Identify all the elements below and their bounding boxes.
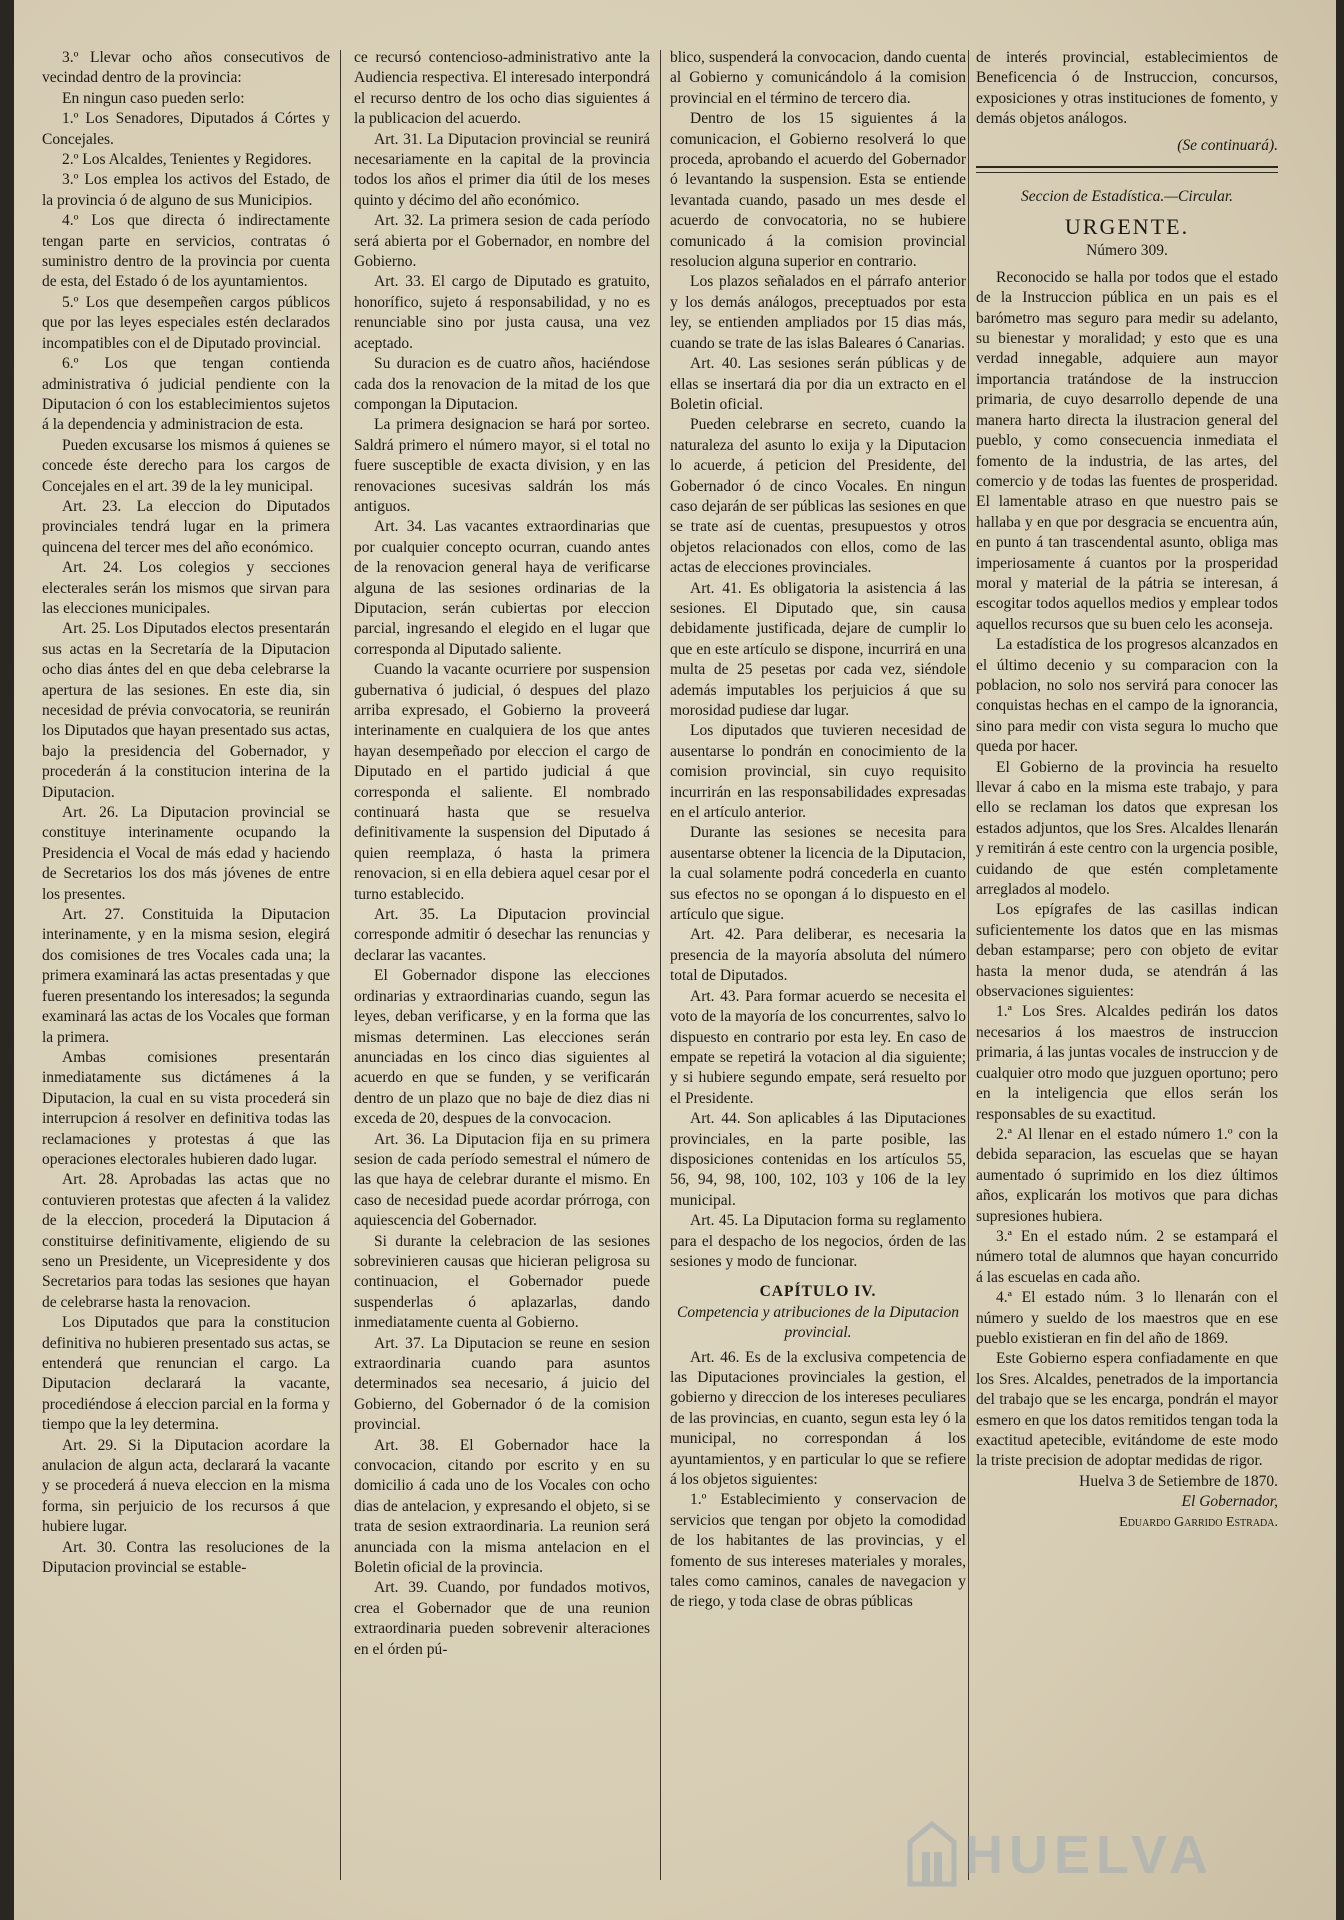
paragraph: blico, suspenderá la convocacion, dando cuenta al Gobierno y comunicándolo á la comision provincial en el término de tercero dia.	[670, 49, 966, 107]
paragraph: Art. 41. Es obligatoria la asistencia á las sesiones. El Diputado que, sin causa debidamente justificada, dejare de cumplir lo que en este artículo se dispone, incurrirá en una multa de 25 pesetas por cada vez, siéndole además imputables los perjuicios á que su morosidad pudiese dar lugar.	[670, 579, 966, 719]
paragraph: Art. 27. Constituida la Diputacion interinamente, y en la misma sesion, elegirá dos comisiones de tres Vocales cada una; la primera examinará las actas presentadas y que fueren presentando los interesados; la segunda examinará las actas de los Vocales que forman la primera.	[42, 906, 330, 1046]
paragraph: 2.º Los Alcaldes, Tenientes y Regidores.	[62, 151, 312, 169]
column-rule-1	[340, 50, 341, 1880]
section-divider	[976, 166, 1278, 173]
column-rule-3	[968, 50, 969, 1880]
paragraph: Art. 38. El Gobernador hace la convocacion, citando por escrito y en su domicilio á cada uno de los Vocales con ocho dias de antelacion, y expresando el objeto, si se trata de sesion extraordinaria. La reunion será anunciada con la misma antelacion en el Boletin oficial de la provincia.	[354, 1436, 650, 1577]
paragraph: Durante las sesiones se necesita para ausentarse obtener la licencia de la Diputacion, la cual solamente podrá concederla en cuanto sus efectos no se opongan á lo dispuesto en el artículo que sigue.	[670, 824, 966, 924]
column-rule-2	[660, 50, 661, 1880]
urgent-heading: URGENTE.	[1064, 214, 1190, 240]
paragraph: En ningun caso pueden serlo:	[62, 89, 245, 107]
signer-title: El Gobernador,	[1181, 1493, 1278, 1511]
paragraph: Los Diputados que para la constitucion definitiva no hubieren presentado sus actas, se entenderá que renuncian el cargo. La Diputacion declarará la vacante, procediéndose á eleccion parcial en la forma y tiempo que la ley determina.	[42, 1314, 330, 1434]
paragraph: Reconocido se halla por todos que el estado de la Instruccion pública en un pais es el barómetro mas seguro para medir su adelanto, su bienestar y moralidad; y esto que es una verdad innegable, adquiere aun mayor importancia tratándose de la instruccion primaria, de cuyo desarrollo depende de una manera harto directa la ilustracion general del pueblo, y como consecuencia inmediata el fomento de la industria, de las artes, del comercio y de todas las fuentes de prosperidad. El lamentable atraso en que nuestro pais se hallaba y en que por desgracia se encuentra aún, en punto á tan trascendental asunto, obliga mas imperiosamente á cuantos por la prosperidad moral y material de la pátria se interesan, á escogitar todos aquellos medios y emplear todos aquellos recursos que su buen celo les aconseja.	[976, 268, 1278, 633]
paragraph: Art. 29. Si la Diputacion acordare la anulacion de algun acta, declarará la vacante y se procederá á nueva eleccion en la misma forma, sin perjuicio de los recursos á que hubiere lugar.	[42, 1436, 330, 1536]
section-title: Seccion de Estadística.—Circular.	[1020, 188, 1234, 206]
paragraph: El Gobierno de la provincia ha resuelto llevar á cabo en la misma este trabajo, y para ello se reclaman los datos que expresan los estados adjuntos, que los Sres. Alcaldes llenarán y remitirán á este centro con la urgencia posible, cuidando de que estén completamente arreglados al modelo.	[976, 758, 1278, 899]
newspaper-page	[14, 0, 1336, 1920]
paragraph: El Gobernador dispone las elecciones ordinarias y extraordinarias cuando, segun las leyes, deban verificarse, y en la forma que las mismas determinen. Las elecciones serán anunciadas en los cinco dias siguientes al acuerdo en que se funden, y se verificarán dentro de un plazo que no baje de diez dias ni exceda de 20, despues de la convocacion.	[354, 967, 650, 1128]
paragraph: Pueden excusarse los mismos á quienes se concede éste derecho para los cargos de Concejales en el art. 39 de la ley municipal.	[42, 436, 330, 495]
signature-name: Eduardo Garrido Estrada.	[1119, 1514, 1278, 1530]
paragraph: 4.º Los que directa ó indirectamente tengan parte en servicios, contratas ó suministro dentro de la provincia por cuenta de esta, del Estado ó de los ayuntamientos.	[42, 212, 330, 291]
paragraph: Dentro de los 15 siguientes á la comunicacion, el Gobierno resolverá lo que proceda, aprobando el acuerdo del Gobernador ó levantando la suspension. Esta se entiende levantada cuando, pasado un mes desde el acuerdo de convocatoria, no se hubiere comunicado á la comision provincial resolucion alguna superior en contrario.	[670, 110, 966, 271]
paragraph: 1.º Establecimiento y conservacion de servicios que tengan por objeto la comodidad de los habitantes de las provincias, y el fomento de sus intereses materiales y morales, tales como caminos, canales de navegacion y de riego, y toda clase de obras públicas	[670, 1491, 966, 1611]
paragraph: Art. 35. La Diputacion provincial corresponde admitir ó desechar las renuncias y declarar las vacantes.	[354, 906, 650, 964]
paragraph: Art. 43. Para formar acuerdo se necesita el voto de la mayoría de los concurrentes, salvo lo dispuesto en contrario por esta ley. En caso de empate se repetirá la votacion al dia siguiente; y si hubiere segundo empate, será resuelto por el Presidente.	[670, 987, 966, 1107]
paragraph: Art. 36. La Diputacion fija en su primera sesion de cada período semestral el número de las que haya de celebrar durante el mismo. En caso de necesidad puede acordar prórroga, con aquiescencia del Gobernador.	[354, 1130, 650, 1230]
paragraph: Ambas comisiones presentarán inmediatamente sus dictámenes á la Diputacion, la cual en su vista procederá sin interrupcion á resolver en definitiva todas las reclamaciones y protestas á que las operaciones electorales hubieren dado lugar.	[42, 1048, 330, 1168]
paragraph: 5.º Los que desempeñen cargos públicos que por las leyes especiales estén declarados incompatibles con el de Diputado provincial.	[42, 293, 330, 352]
paragraph: 1.ª Los Sres. Alcaldes pedirán los datos necesarios á los maestros de instruccion primaria, á las juntas vocales de instruccion y de cualquier otro modo que juzguen oportuno; pero en la inteligencia que ellos serán los responsables de su exactitud.	[976, 1003, 1278, 1123]
paragraph: Art. 42. Para deliberar, es necesaria la presencia de la mayoría absoluta del número total de Diputados.	[670, 926, 966, 985]
paragraph: La estadística de los progresos alcanzados en el último decenio y su comparacion con la poblacion, no solo nos servirá para conocer las conquistas hechas en el campo de la ignorancia, sino para medir con vista segura lo mucho que queda por hacer.	[976, 636, 1278, 756]
paragraph: 6.º Los que tengan contienda administrativa ó judicial pendiente con la Diputacion ó con los establecimientos sujetos á la dependencia y administracion de esta.	[42, 355, 330, 434]
column-4	[976, 48, 1278, 1890]
paragraph: Pueden celebrarse en secreto, cuando la naturaleza del asunto lo exija y la Diputacion lo acuerde, á peticion del Presidente, del Gobernador ó de cinco Vocales. En ningun caso dejarán de ser públicas las sesiones en que se trate así de cuentas, presupuestos y otros objetos relacionados con ellos, como de las actas de elecciones provinciales.	[670, 416, 966, 577]
paragraph: 2.ª Al llenar en el estado número 1.º con la debida separacion, las escuelas que se hayan aumentado ó suprimido en los diez últimos años, explicarán los motivos que para dichas supresiones hubiera.	[976, 1125, 1278, 1225]
paragraph: Art. 39. Cuando, por fundados motivos, crea el Gobernador que de una reunion extraordinaria pueden sobrevenir alteraciones en el órden pú-	[354, 1579, 650, 1658]
chapter-heading: CAPÍTULO IV.	[759, 1283, 877, 1301]
paragraph: Art. 31. La Diputacion provincial se reunirá necesariamente en la capital de la provincia todos los años el primer dia útil de los meses quinto y décimo del año económico.	[354, 130, 650, 209]
date-line: Huelva 3 de Setiembre de 1870.	[1079, 1472, 1278, 1490]
paragraph: Art. 33. El cargo de Diputado es gratuito, honorífico, sujeto á responsabilidad, y no es renunciable sino por justa causa, una vez aceptado.	[354, 273, 650, 352]
paragraph: Art. 24. Los colegios y secciones electerales serán los mismos que sirvan para las elecciones municipales.	[42, 559, 330, 617]
paragraph: Art. 34. Las vacantes extraordinarias que por cualquier concepto ocurran, cuando antes de la renovacion general haya de verificarse alguna de las sesiones ordinarias de la Diputacion, serán cubiertas por eleccion parcial, ingresando el elegido en el lugar que corresponda al Diputado saliente.	[354, 518, 650, 658]
paragraph: 4.ª El estado núm. 3 lo llenarán con el número y sueldo de los maestros que en ese pueblo existieran en fin del año de 1869.	[976, 1289, 1278, 1347]
paragraph: Los epígrafes de las casillas indican suficientemente los datos que en las mismas deban estamparse; pero con objeto de evitar hasta la menor duda, se atendrán á las observaciones siguientes:	[976, 901, 1278, 1001]
paragraph: Art. 45. La Diputacion forma su reglamento para el despacho de los negocios, órden de las sesiones y modo de funcionar.	[670, 1212, 966, 1270]
paragraph: Art. 23. La eleccion do Diputados provinciales tendrá lugar en la primera quincena del tercer mes del año económico.	[42, 497, 330, 556]
paragraph: Los plazos señalados en el párrafo anterior y los demás análogos, preceptuados por esta ley, se entienden ampliados por 15 dias más, cuando se trate de las islas Baleares ó Canarias.	[670, 273, 966, 352]
continued-note: (Se continuará).	[1177, 136, 1278, 154]
paragraph: Este Gobierno espera confiadamente en que los Sres. Alcaldes, penetrados de la importancia del trabajo que se les encarga, pondrán el mayor esmero en que los datos remitidos tengan toda la exactitud apetecible, evitándome de este modo la triste precision de adoptar medidas de rigor.	[976, 1350, 1278, 1470]
column-3	[670, 48, 966, 1890]
archive-watermark: HUELVA	[964, 1825, 1214, 1885]
paragraph: 3.ª En el estado núm. 2 se estampará el número total de alumnos que hayan concurrido á las escuelas en cada año.	[976, 1227, 1278, 1286]
paragraph: Si durante la celebracion de las sesiones sobrevinieren causas que hicieran peligrosa su continuacion, el Gobernador puede suspenderlas ó aplazarlas, dando inmediatamente cuenta al Gobierno.	[354, 1232, 650, 1332]
paragraph: La primera designacion se hará por sorteo. Saldrá primero el número mayor, si el total no fuere susceptible de exacta division, y en las renovaciones sucesivas saldrán los más antiguos.	[354, 416, 650, 515]
paragraph: ce recursó contencioso-administrativo ante la Audiencia respectiva. El interesado interpondrá el recurso dentro de los ocho dias siguientes á la publicacion del acuerdo.	[354, 49, 650, 128]
paragraph: Art. 32. La primera sesion de cada período será abierta por el Gobernador, en nombre del Gobierno.	[354, 212, 650, 271]
paragraph: 1.º Los Senadores, Diputados á Córtes y Concejales.	[42, 110, 330, 148]
paragraph: 3.º Llevar ocho años consecutivos de vecindad dentro de la provincia:	[42, 49, 330, 87]
paragraph: Art. 44. Son aplicables á las Diputaciones provinciales, en la parte posible, las disposiciones contenidas en los artículos 55, 56, 94, 98, 100, 102, 103 y 106 de la ley municipal.	[670, 1110, 966, 1209]
paragraph: Art. 30. Contra las resoluciones de la Diputacion provincial se estable-	[42, 1538, 330, 1577]
paragraph: Art. 28. Aprobadas las actas que no contuvieren protestas que afecten á la validez de la eleccion, procederá la Diputacion á constituirse definitivamente, eligiendo de su seno un Presidente, un Vicepresidente y dos Secretarios para todas las sesiones que hayan de celebrarse hasta la renovacion.	[42, 1171, 330, 1311]
paragraph: Art. 26. La Diputacion provincial se constituye interinamente ocupando la Presidencia el Vocal de más edad y haciendo de Secretarios los dos más jóvenes de entre los presentes.	[42, 804, 330, 903]
chapter-subtitle: Competencia y atribuciones de la Diputacion provincial.	[677, 1303, 959, 1342]
archive-logo-icon	[904, 1818, 960, 1890]
column-1	[42, 48, 330, 1890]
paragraph: de interés provincial, establecimientos de Beneficencia ó de Instruccion, concursos, exposiciones y otras instituciones de fomento, y demás objetos análogos.	[976, 49, 1278, 128]
paragraph: Cuando la vacante ocurriere por suspension gubernativa ó judicial, ó despues del plazo arriba expresado, el Gobierno la proveerá interinamente en cualquiera de los que antes hayan desempeñado por eleccion el cargo de Diputado en el partido judicial á que corresponda el saliente. El nombrado continuará hasta que se resuelva definitivamente la suspension del Diputado á quien reemplaza, ó hasta la primera renovacion, si en ella debiera aquel cesar por el turno establecido.	[354, 661, 650, 903]
paragraph: Art. 46. Es de la exclusiva competencia de las Diputaciones provinciales la gestion, el gobierno y direccion de los intereses peculiares de las provincias, en cuanto, segun esta ley ó la municipal, no correspondan á los ayuntamientos, y en particular lo que se refiere á los objetos siguientes:	[670, 1348, 966, 1489]
paragraph: Su duracion es de cuatro años, haciéndose cada dos la renovacion de la mitad de los que compongan la Diputacion.	[354, 355, 650, 413]
column-2	[354, 48, 650, 1890]
paragraph: Art. 37. La Diputacion se reune en sesion extraordinaria cuando para asuntos determinados sea necesario, á juicio del Gobierno, del Gobernador ó de la comision provincial.	[354, 1334, 650, 1434]
circular-number: Número 309.	[1086, 242, 1168, 260]
paragraph: 3.º Los emplea los activos del Estado, de la provincia ó de alguno de sus Municipios.	[42, 171, 330, 209]
paragraph: Art. 40. Las sesiones serán públicas y de ellas se insertará dia por dia un extracto en el Boletin oficial.	[670, 355, 966, 413]
paragraph: Art. 25. Los Diputados electos presentarán sus actas en la Secretaría de la Diputacion ocho dias ántes del en que deba celebrarse la apertura de las sesiones. En este dia, sin necesidad de prévia convocatoria, se reunirán los Diputados que hayan presentado sus actas, bajo la presidencia del Gobernador, y procederán á la constitucion interina de la Diputacion.	[42, 620, 330, 801]
paragraph: Los diputados que tuvieren necesidad de ausentarse lo pondrán en conocimiento de la comision provincial, sin cuyo requisito incurrirán en las responsabilidades expresadas en el artículo anterior.	[670, 722, 966, 822]
